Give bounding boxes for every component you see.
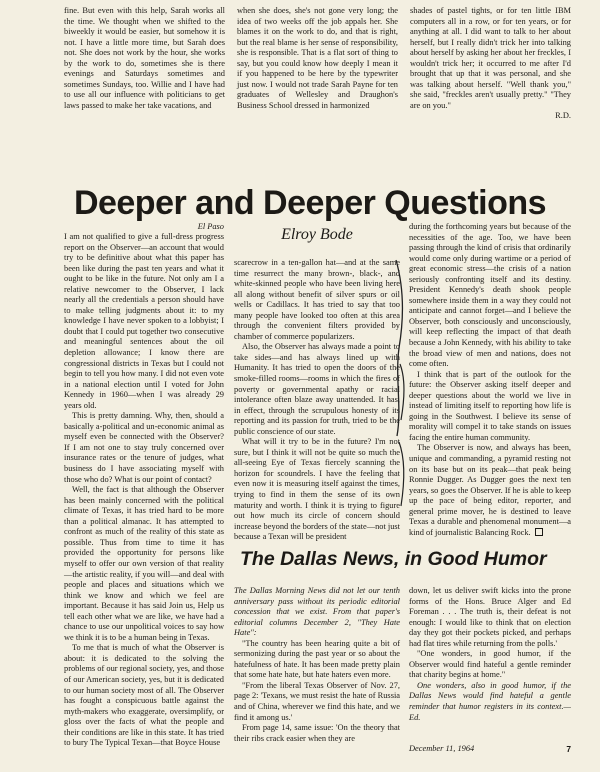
paragraph: scarecrow in a ten-gallon hat—and at the same time resurrect the many brown-, black-, and white-skinned people who have been living here all along without benefit of silver spurs or oil wells or Cadillacs. It has tried to say that too many people have looked too often at this area through the convenient filters provided by chamber of commerce popularizers. — [234, 258, 400, 341]
paragraph: I am not qualified to give a full-dress progress report on the Observer—an account that would try to be definitive about what this paper has been like during the past ten years and what it ought to be like in the future. Not only am I a relative newcomer to the Observer, I lack nearly all the credentials a person should have to make telling judgments about it: to my knowledge I have never spoken to a lobbyist; I doubt that I could put together two consecutive and meaningful sentences about the oil depletion allowance; I know there are congressional districts in Texas but I could not begin to tell you how many. I did not even vote in a national election until I voted for John Kennedy in 1960—when I was already 29 years old. — [64, 232, 224, 410]
article-column-3 — [409, 222, 571, 538]
paragraph: Well, the fact is that although the Observer has been mainly concerned with the political climate of Texas, it has tried hard to be more than a political almanac. It has attempted to confront as much of the reality of this state as possible. Thus from time to time it has provided the opportunity for persons like myself to offer our own version of that reality—the artistic reality, if you will—and deal with people and places and situations which we think we know and which we feel are important. Because it has said Join us, Help us tell each other what we are like, we have had a chance to use our unpolitical voices to say how we think it is to be a human being in Texas. — [64, 485, 224, 642]
article-column-1 — [64, 222, 224, 749]
column-body — [234, 258, 400, 543]
paragraph: shades of pastel tights, or for ten little IBM computers all in a row, or for ten years, or for anything at all. I did want to talk to her about herself, but I really didn't trick her into talking about herself by asking her about her freckles, I wouldn't trick her; it occurred to me after I'd brought that up that it was personal, and she was talking about herself. "Well thank you," she said, "freckles aren't usually pretty." "They are on you." — [410, 6, 571, 110]
page-number: 7 — [566, 744, 571, 754]
paragraph: To me that is much of what the Observer is about: it is dedicated to the solving the problems of our regional society, yes, and those of our American society, yes, but it is dedicated to our human society most of all. The Observer has fought a conspicuous battle against the myth-makers who exaggerate, oversimplify, or gloss over the facts of what the people and their conditions are like in this state. It has tried to bury The Typical Texan—that Boyce House — [64, 643, 224, 748]
paragraph: "One wonders, in good humor, if the Observer would find hateful a gentle reminder that charity begins at home." — [409, 649, 571, 680]
byline: Elroy Bode — [281, 226, 353, 243]
sidebar-column-2 — [409, 586, 571, 723]
page-footer — [409, 744, 571, 754]
text-column — [410, 6, 571, 122]
author-initials: R.D. — [555, 111, 571, 121]
paragraph: fine. But even with this help, Sarah works all the time. We thought when we shifted to the biweekly it would be easier, but somehow it is not. I have a little more time, but Sarah does not. She does not work by the hour, she works by the work to do, sometimes she is there evenings and Saturdays sometimes and sometimes Sundays, too. Willie and I have had to use all our influence with politicians to get laws passed to make her take vacations, and — [64, 6, 225, 110]
paragraph: This is pretty damning. Why, then, should a basically a-political and un-economic animal as myself even be connected with the Observer? If I am not one to stay truly concerned over insurance rates or the tenure of judges, what business do I have associating myself with those who do? What is our point of contact? — [64, 411, 224, 484]
paragraph: "From the liberal Texas Observer of Nov. 27, page 2: 'Texans, we must resist the hate of Russia and of China, wherever we find this hate, and we find it among us.' — [234, 680, 400, 722]
sidebar-headline: The Dallas News, in Good Humor — [240, 548, 547, 570]
dateline: El Paso — [197, 222, 224, 231]
paragraph: From page 14, same issue: 'On the theory that their ribs crack easier when they are — [234, 723, 400, 743]
paragraph: Also, the Observer has always made a point to take sides—and has always lined up with Humanity. It has tried to open the doors of the smoke-filled rooms—rooms in which the fires of poverty or governmental apathy or racial intolerance often blaze away unattended. It has, in effect, through the scrupulous honesty of its reporting and its passion for truth, tried to be the public conscience of our state. — [234, 342, 400, 436]
paragraph: during the forthcoming years but because of the necessities of the age. Too, we have been passing through the kind of crisis that ordinarily would come only during wartime or a period of great economic stress—the crisis of a nation seriously confronting itself and its destiny. President Kennedy's death shook people somewhere inside them in a way they could not anticipate and cannot forget—and I believe the Observer, both consciously and unconsciously, will keep reflecting the impact of that death because a John Kennedy, with his ability to take the broad view of men and nations, does not come often. — [409, 222, 571, 369]
article-column-2 — [234, 222, 400, 543]
sidebar-column-1 — [234, 586, 400, 744]
end-mark-icon — [535, 528, 543, 536]
article-headline: Deeper and Deeper Questions — [73, 184, 547, 222]
paragraph: I think that is part of the outlook for the future: the Observer asking itself deeper and deeper questions about the world we live in instead of limiting itself to reporting how life is going in the Southwest. I believe its sense of morality will compel it to take stands on issues facing the entire human community. — [409, 369, 571, 442]
paragraph: One wonders, also in good humor, if the Dallas News would find hateful a gentle reminder that humor registers in its context.—Ed. — [409, 680, 571, 722]
paragraph: "The country has been hearing quite a bit of sermonizing during the past year or so about the hatefulness of hate. It has been made pretty plain that some hate hate, but hate haters even more. — [234, 638, 400, 680]
issue-date: December 11, 1964 — [409, 744, 475, 753]
paragraph: down, let us deliver swift kicks into the prone forms of the Hons. Bruce Alger and Ed Foreman . . . The truth is, their defeat is not enough: I would like to think that on election day they got their pockets picked, and perhaps had flat tires while returning from the polls.' — [409, 586, 571, 648]
paragraph: when she does, she's not gone very long; the idea of two weeks off the job appals her. She blames it on the work to do, and that is right, but the real blame is her sense of responsibility, she is responsible. That is a flat sort of thing to say, but you could know how deeply I mean it if you happened to be here by the typewriter just now. I would not trade Sarah Payne for ten graduates of Wellesley and Draughon's Business School dressed in harmonized — [237, 6, 398, 110]
continued-article — [64, 6, 571, 122]
paragraph-text: The Observer is now, and always has been, unique and commanding, a pyramid resting not on its base but on its peak—that peak being Ronnie Dugger. As Dugger goes the next ten years, so goes the Observer. If he is able to keep up the pace of being editor, reporter, and general prime mover, he is destined to leave Texas a durable and phenomenal monument—a kind of journalistic Balancing Rock. — [409, 443, 571, 537]
paragraph — [409, 443, 571, 538]
text-column — [64, 6, 225, 122]
paragraph: What will it try to be in the future? I'm not sure, but I think it will not be quite so much the all-seeing Eye of Texas fiercely scanning the horizon for scoundrels. I have the feeling that even now it is measuring itself against the times, trying to find in them the sense of its own maturity and worth. I think it is trying to figure out how much its circle of concern should increase beyond the borders of the state—not just because a Texan will be president — [234, 437, 400, 542]
text-column — [237, 6, 398, 122]
paragraph: The Dallas Morning News did not let our tenth anniversary pass without its periodic editorial concession that we exist. From that paper's editorial columns December 2, "They Hate Hate": — [234, 586, 400, 638]
